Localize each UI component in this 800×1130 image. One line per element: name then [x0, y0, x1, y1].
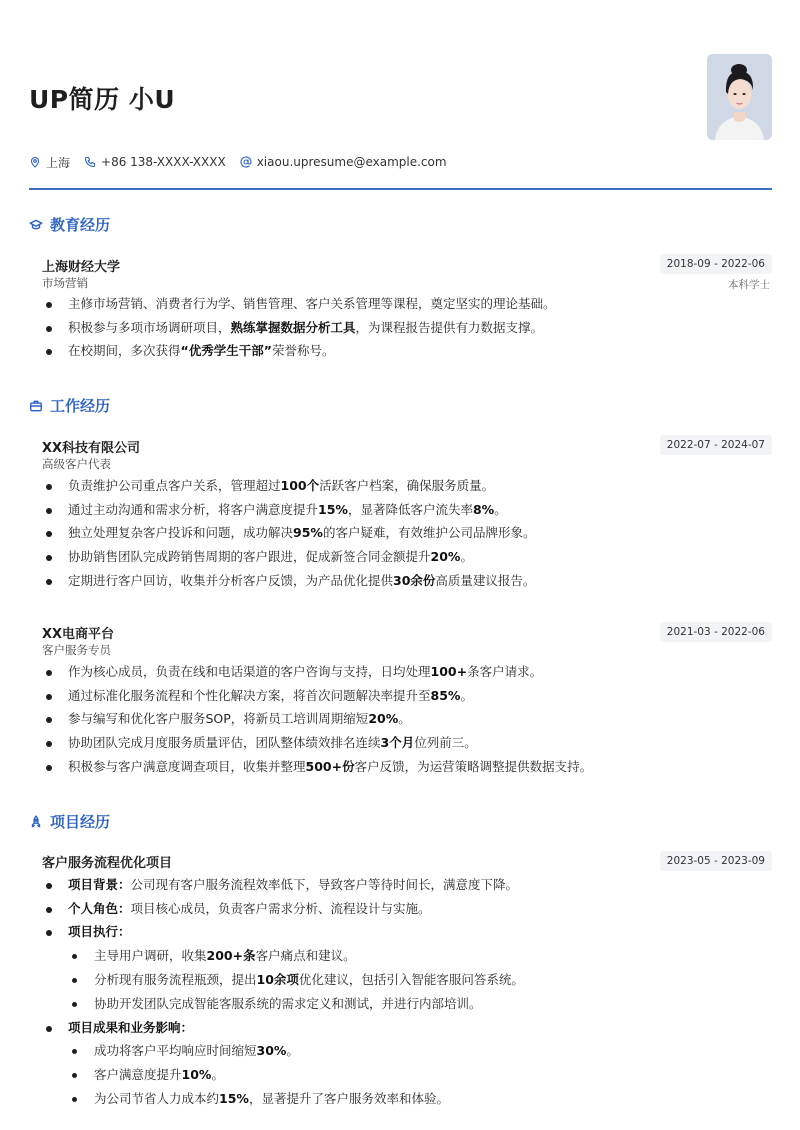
section-projects-title — [29, 811, 110, 832]
bullet-item — [42, 339, 556, 363]
section-work-title — [29, 395, 110, 416]
project-details — [42, 873, 524, 1111]
highlight-text: 30% — [256, 1043, 287, 1058]
body-text: 积极参与客户满意度调查项目，收集并整理 — [68, 758, 306, 774]
highlight-text: 100+ — [430, 664, 468, 679]
highlight-text: 15% — [318, 501, 348, 517]
bullet-item — [42, 660, 592, 684]
body-text: ，显著降低客户流失率 — [347, 501, 473, 517]
bullet-item — [42, 316, 556, 340]
body-text: 优化建议，包括引入智能客服问答系统。 — [298, 971, 524, 987]
bullet-item — [42, 569, 535, 593]
highlight-text: 85% — [430, 687, 461, 703]
bullet-item — [42, 731, 592, 755]
project-sub-item — [42, 1039, 524, 1063]
body-text: 活跃客户档案，确保服务质量。 — [319, 478, 495, 493]
highlight-text: 20% — [368, 711, 399, 727]
highlight-text: 100个 — [280, 478, 320, 493]
section-education-label: 教育经历 — [50, 216, 111, 234]
body-text: 条客户请求。 — [467, 664, 543, 679]
project-item-label: 项目成果和业务影响： — [68, 1019, 194, 1035]
project-item-label: 项目背景： — [68, 877, 131, 892]
project-item-text: 项目核心成员，负责客户需求分析、流程设计与实施。 — [130, 900, 431, 916]
project-item-label: 个人角色： — [68, 900, 131, 916]
section-projects-label: 项目经历 — [50, 813, 111, 831]
job-role: 高级客户代表 — [42, 457, 111, 471]
project-item — [42, 920, 524, 944]
work-date-badge: 2021-03 - 2022-06 — [660, 622, 772, 642]
project-item — [42, 873, 524, 897]
body-text: 积极参与多项市场调研项目， — [68, 319, 231, 335]
highlight-text: 95% — [293, 525, 323, 541]
education-degree: 本科学士 — [728, 279, 770, 291]
project-item — [42, 1016, 524, 1040]
project-item — [42, 897, 524, 921]
body-text: 定期进行客户回访，收集并分析客户反馈，为产品优化提供 — [68, 572, 394, 588]
body-text: 参与编写和优化客户服务SOP，将新员工培训周期缩短 — [68, 711, 369, 727]
body-text: 主导用户调研，收集 — [94, 947, 207, 963]
highlight-text: 15% — [219, 1091, 249, 1106]
highlight-text: 30余份 — [393, 572, 436, 588]
location-text: 上海 — [46, 155, 71, 170]
phone-icon — [84, 156, 96, 168]
body-text: 作为核心成员，负责在线和电话渠道的客户咨询与支持，日均处理 — [68, 664, 431, 679]
work-bullets — [42, 660, 592, 778]
highlight-text: 500+份 — [305, 758, 355, 774]
briefcase-icon — [29, 399, 43, 413]
candidate-name: UP简历 小U — [29, 85, 176, 114]
highlight-text: 10余项 — [256, 971, 299, 987]
project-sub-item — [42, 992, 524, 1016]
company-name: XX科技有限公司 — [42, 441, 141, 456]
body-text: 负责维护公司重点客户关系，管理超过 — [68, 478, 281, 493]
bullet-item — [42, 545, 535, 569]
profile-photo — [707, 54, 772, 140]
body-text: 荣誉称号。 — [271, 343, 335, 359]
rocket-icon — [29, 815, 43, 829]
body-text: 高质量建议报告。 — [435, 572, 536, 588]
project-item-text: 公司现有客户服务流程效率低下，导致客户等待时间长，满意度下降。 — [130, 877, 519, 892]
body-text: ，为课程报告提供有力数据支撑。 — [355, 319, 544, 335]
company-name: XX电商平台 — [42, 627, 115, 642]
body-text: 主修市场营销、消费者行为学、销售管理、客户关系管理等课程，奠定坚实的理论基础。 — [68, 296, 556, 311]
education-date-badge: 2018-09 - 2022-06 — [660, 254, 772, 274]
bullet-item — [42, 521, 535, 545]
body-text: 独立处理复杂客户投诉和问题，成功解决 — [68, 525, 294, 541]
body-text: 协助团队完成月度服务质量评估，团队整体绩效排名连续 — [68, 735, 381, 751]
job-role: 客户服务专员 — [42, 643, 111, 657]
highlight-text: 3个月 — [380, 735, 415, 751]
highlight-text: 10% — [181, 1067, 212, 1082]
body-text: 。 — [398, 711, 411, 727]
at-sign-icon — [240, 156, 252, 168]
bullet-item — [42, 684, 592, 708]
bullet-item — [42, 474, 535, 498]
contact-email[interactable] — [240, 155, 447, 169]
project-sub-item — [42, 1087, 524, 1111]
bullet-item — [42, 707, 592, 731]
project-date-badge: 2023-05 - 2023-09 — [660, 851, 772, 871]
project-sub-item — [42, 968, 524, 992]
body-text: ，显著提升了客户服务效率和体验。 — [248, 1091, 449, 1106]
body-text: 客户反馈，为运营策略调整提供数据支持。 — [354, 758, 593, 774]
contact-bar — [29, 153, 461, 171]
section-education-title — [29, 214, 110, 235]
body-text: 的客户疑难，有效维护公司品牌形象。 — [322, 525, 536, 541]
work-bullets — [42, 474, 535, 592]
body-text: 为公司节省人力成本约 — [94, 1091, 220, 1106]
highlight-text: 200+条 — [206, 947, 256, 963]
bullet-item — [42, 292, 556, 316]
highlight-text: 熟练掌握数据分析工具 — [230, 319, 356, 335]
contact-location — [29, 154, 70, 171]
project-sub-item — [42, 944, 524, 968]
phone-text: +86 138-XXXX-XXXX — [101, 155, 226, 169]
body-text: 。 — [286, 1043, 299, 1058]
section-work-label: 工作经历 — [50, 397, 111, 415]
header-divider — [29, 188, 772, 190]
graduation-cap-icon — [29, 218, 43, 232]
body-text: 位列前三。 — [414, 735, 477, 751]
school-major: 市场营销 — [42, 276, 88, 290]
project-name: 客户服务流程优化项目 — [42, 856, 173, 871]
work-date-badge: 2022-07 - 2024-07 — [660, 435, 772, 455]
body-text: 成功将客户平均响应时间缩短 — [94, 1043, 257, 1058]
location-pin-icon — [29, 156, 41, 168]
email-text[interactable]: xiaou.upresume@example.com — [256, 155, 447, 169]
body-text: 通过标准化服务流程和个性化解决方案，将首次问题解决率提升至 — [68, 687, 431, 703]
project-sub-item — [42, 1063, 524, 1087]
highlight-text: 20% — [430, 549, 461, 565]
body-text: 。 — [211, 1067, 224, 1082]
body-text: 在校期间，多次获得 — [68, 343, 181, 359]
body-text: 。 — [494, 501, 507, 517]
body-text: 。 — [460, 549, 473, 565]
body-text: 协助销售团队完成跨销售周期的客户跟进，促成新签合同金额提升 — [68, 549, 431, 565]
body-text: 通过主动沟通和需求分析，将客户满意度提升 — [68, 501, 319, 517]
bullet-item — [42, 755, 592, 779]
body-text: 。 — [460, 687, 473, 703]
body-text: 客户痛点和建议。 — [255, 947, 356, 963]
highlight-text: 8% — [472, 501, 495, 517]
body-text: 协助开发团队完成智能客服系统的需求定义和测试，并进行内部培训。 — [94, 995, 482, 1011]
education-bullets — [42, 292, 556, 363]
contact-phone — [84, 155, 226, 169]
project-item-label: 项目执行： — [68, 924, 131, 939]
bullet-item — [42, 498, 535, 522]
highlight-text: “优秀学生干部” — [180, 343, 272, 359]
body-text: 客户满意度提升 — [94, 1067, 182, 1082]
body-text: 分析现有服务流程瓶颈，提出 — [94, 971, 257, 987]
school-name: 上海财经大学 — [42, 260, 121, 275]
